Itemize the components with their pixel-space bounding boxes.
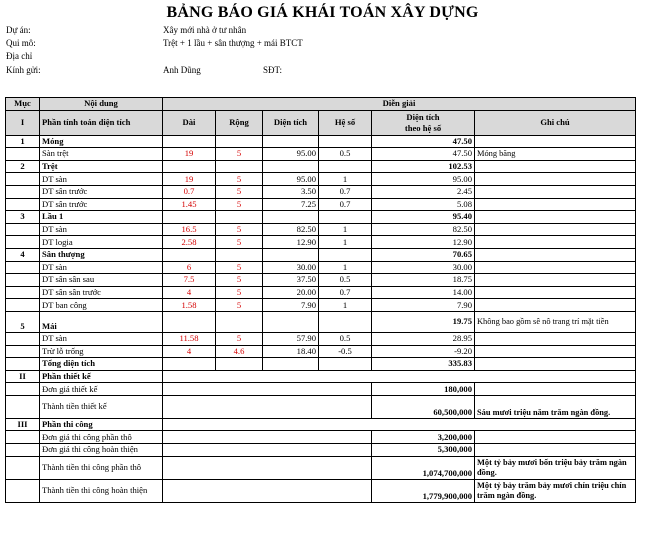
table-row	[6, 383, 636, 396]
row-he-so: 1	[319, 173, 372, 186]
row-rong: 5	[216, 223, 263, 236]
table-row	[6, 148, 636, 161]
header-dt-theo-he-so-l2: theo hệ số	[404, 122, 442, 133]
quy-mo-value: Trệt + 1 lầu + sân thượng + mái BTCT	[163, 38, 303, 49]
row-rong: 5	[216, 173, 263, 186]
row-dien-tich: 18.40	[263, 345, 319, 358]
quy-mo-label: Qui mô:	[6, 38, 36, 49]
table-row	[6, 370, 636, 383]
row-muc: 2	[6, 160, 40, 173]
row-he-so: 0.5	[319, 274, 372, 287]
row-name: DT sân trước	[40, 185, 163, 198]
row-he-so: 0.7	[319, 286, 372, 299]
header-muc: Mục	[6, 98, 40, 111]
row-ghi-chu: Không bao gồm sê nô trang trí mặt tiền	[475, 311, 636, 332]
row-dien-tich: 82.50	[263, 223, 319, 236]
table-row	[6, 173, 636, 186]
row-he-so: 1	[319, 236, 372, 249]
row-dien-tich: 12.90	[263, 236, 319, 249]
row-muc: II	[6, 370, 40, 383]
row-dien-tich: 7.90	[263, 299, 319, 312]
row-he-so: 0.5	[319, 332, 372, 345]
row-total: 102.53	[372, 160, 475, 173]
table-row	[6, 286, 636, 299]
row-dien-tich: 3.50	[263, 185, 319, 198]
table-row	[6, 479, 636, 502]
row-rong: 5	[216, 299, 263, 312]
table-row	[6, 198, 636, 211]
row-he-so: 1	[319, 261, 372, 274]
row-dt-he-so: 28.95	[372, 332, 475, 345]
row-rong: 5	[216, 261, 263, 274]
row-dt-he-so: 82.50	[372, 223, 475, 236]
row-name: DT sân sân sau	[40, 274, 163, 287]
dia-chi-label: Địa chỉ	[6, 51, 33, 62]
page-title: BẢNG BÁO GIÁ KHÁI TOÁN XÂY DỰNG	[166, 4, 479, 21]
row-muc: III	[6, 418, 40, 431]
row-dai: 4	[163, 345, 216, 358]
row-ghi-chu: Sáu mươi triệu năm trăm ngàn đồng.	[475, 395, 636, 418]
row-name: DT sàn	[40, 332, 163, 345]
kinh-gui-value: Anh Dũng	[163, 64, 201, 75]
row-rong: 4.6	[216, 345, 263, 358]
row-dien-tich: 95.00	[263, 148, 319, 161]
table-row	[6, 332, 636, 345]
row-name: Lầu 1	[40, 211, 163, 224]
row-dt-he-so: 2.45	[372, 185, 475, 198]
row-name: DT sàn	[40, 261, 163, 274]
header-dt-theo-he-so	[372, 110, 475, 135]
row-dt-he-so: 18.75	[372, 274, 475, 287]
header-phan-tinh: Phần tính toán diện tích	[40, 110, 163, 135]
row-rong: 5	[216, 198, 263, 211]
du-an-label: Dự án:	[6, 25, 31, 35]
row-rong: 5	[216, 148, 263, 161]
table-row	[6, 418, 636, 431]
table-row	[6, 185, 636, 198]
row-he-so: 0.5	[319, 148, 372, 161]
row-name: Sàn trệt	[40, 148, 163, 161]
row-name: DT sàn	[40, 223, 163, 236]
table-row	[6, 248, 636, 261]
header-dien-tich: Diện tích	[263, 110, 319, 135]
row-name: Đơn giá thi công hoàn thiện	[40, 444, 163, 457]
row-dien-tich: 7.25	[263, 198, 319, 211]
row-name: Đơn giá thiết kế	[40, 383, 163, 396]
row-dai: 0.7	[163, 185, 216, 198]
table-row	[6, 261, 636, 274]
row-ghi-chu: Một tỷ bảy mươi bốn triệu bảy trăm ngàn đồng.	[475, 456, 636, 479]
project-info	[6, 24, 626, 77]
table-row	[6, 431, 636, 444]
kinh-gui-label: Kính gửi:	[6, 64, 41, 75]
header-dien-giai: Diễn giải	[163, 98, 636, 111]
row-dai: 2.58	[163, 236, 216, 249]
row-dien-tich: 20.00	[263, 286, 319, 299]
row-dt-he-so: 12.90	[372, 236, 475, 249]
row-value: 60,500,000	[372, 395, 475, 418]
row-total: 19.75	[372, 311, 475, 332]
row-dai: 7.5	[163, 274, 216, 287]
table-row	[6, 444, 636, 457]
table-row	[6, 135, 636, 148]
row-dt-he-so: -9.20	[372, 345, 475, 358]
row-value: 1,779,900,000	[372, 479, 475, 502]
header-ghi-chu: Ghi chú	[475, 110, 636, 135]
row-name: DT sàn	[40, 173, 163, 186]
row-value: 3,200,000	[372, 431, 475, 444]
row-name: Phần thiết kế	[40, 370, 163, 383]
row-muc: 5	[6, 311, 40, 332]
table-row	[6, 395, 636, 418]
du-an-value: Xây mới nhà ở tư nhân	[163, 25, 247, 35]
row-name: Móng	[40, 135, 163, 148]
row-dien-tich: 37.50	[263, 274, 319, 287]
row-name: Tổng diện tích	[40, 358, 163, 371]
row-name: DT sân trước	[40, 198, 163, 211]
header-row-1	[6, 98, 636, 111]
row-name: Đơn giá thi công phần thô	[40, 431, 163, 444]
row-dai: 19	[163, 148, 216, 161]
row-name: Thành tiền thi công phần thô	[40, 456, 163, 479]
table-row	[6, 236, 636, 249]
row-total: 95.40	[372, 211, 475, 224]
row-he-so: -0.5	[319, 345, 372, 358]
row-muc: 4	[6, 248, 40, 261]
row-he-so: 0.7	[319, 185, 372, 198]
row-dien-tich: 95.00	[263, 173, 319, 186]
header-dai: Dài	[163, 110, 216, 135]
row-dt-he-so: 14.00	[372, 286, 475, 299]
row-name: Mái	[40, 311, 163, 332]
row-name: Thành tiền thi công hoàn thiện	[40, 479, 163, 502]
row-he-so: 1	[319, 223, 372, 236]
row-dai: 6	[163, 261, 216, 274]
row-ghi-chu: Móng băng	[475, 148, 636, 161]
row-value: 180,000	[372, 383, 475, 396]
row-total: 70.65	[372, 248, 475, 261]
row-value: 1,074,700,000	[372, 456, 475, 479]
row-name: Thành tiền thiết kế	[40, 395, 163, 418]
row-name: Trừ lỗ trống	[40, 345, 163, 358]
table-row	[6, 299, 636, 312]
row-dt-he-so: 47.50	[372, 148, 475, 161]
header-he-so: Hệ số	[319, 110, 372, 135]
row-dai: 11.58	[163, 332, 216, 345]
header-noi-dung: Nội dung	[40, 98, 163, 111]
header-dt-theo-he-so-l1: Diện tích	[406, 111, 440, 122]
row-rong: 5	[216, 185, 263, 198]
row-value: 5,300,000	[372, 444, 475, 457]
table-row	[6, 211, 636, 224]
row-muc: 3	[6, 211, 40, 224]
row-ghi-chu: Một tỷ bảy trăm bảy mươi chín triệu chín trăm ngàn đồng.	[475, 479, 636, 502]
row-dai: 19	[163, 173, 216, 186]
table-row	[6, 345, 636, 358]
row-dien-tich: 57.90	[263, 332, 319, 345]
row-dai: 1.45	[163, 198, 216, 211]
row-rong: 5	[216, 286, 263, 299]
row-dien-tich: 30.00	[263, 261, 319, 274]
row-dai: 1.58	[163, 299, 216, 312]
sdt-label: SĐT:	[263, 64, 283, 75]
row-dt-he-so: 5.08	[372, 198, 475, 211]
row-he-so: 0.7	[319, 198, 372, 211]
row-name: Trệt	[40, 160, 163, 173]
header-row-2	[6, 110, 636, 135]
row-total: 335.83	[372, 358, 475, 371]
row-dt-he-so: 7.90	[372, 299, 475, 312]
row-total: 47.50	[372, 135, 475, 148]
quote-table	[5, 97, 636, 503]
row-rong: 5	[216, 332, 263, 345]
row-he-so: 1	[319, 299, 372, 312]
table-row	[6, 274, 636, 287]
row-dt-he-so: 30.00	[372, 261, 475, 274]
table-row	[6, 456, 636, 479]
row-name: DT logia	[40, 236, 163, 249]
row-muc: 1	[6, 135, 40, 148]
table-row	[6, 223, 636, 236]
row-dai: 16.5	[163, 223, 216, 236]
row-dt-he-so: 95.00	[372, 173, 475, 186]
row-name: DT ban công	[40, 299, 163, 312]
row-name: DT sân sân trước	[40, 286, 163, 299]
header-rong: Rộng	[216, 110, 263, 135]
table-row	[6, 160, 636, 173]
row-name: Sân thượng	[40, 248, 163, 261]
table-row	[6, 311, 636, 332]
row-rong: 5	[216, 236, 263, 249]
row-rong: 5	[216, 274, 263, 287]
row-dai: 4	[163, 286, 216, 299]
header-roman: I	[6, 110, 40, 135]
table-row	[6, 358, 636, 371]
row-name: Phần thi công	[40, 418, 163, 431]
